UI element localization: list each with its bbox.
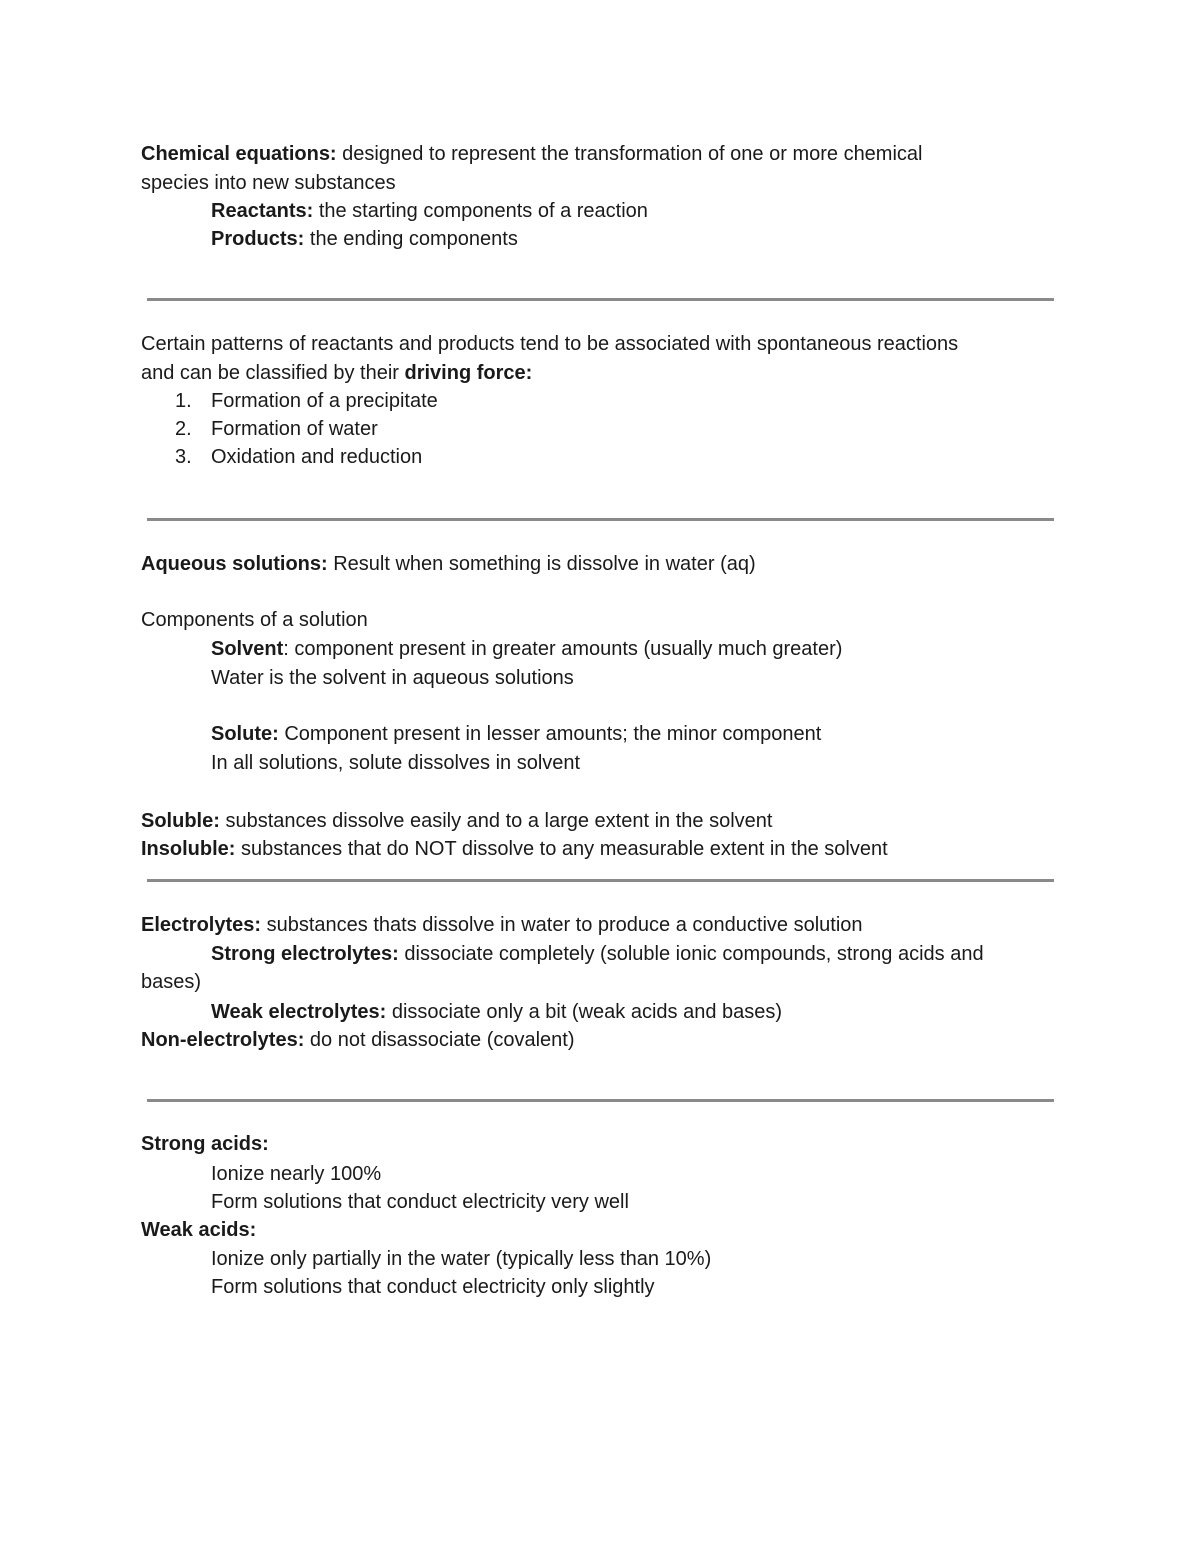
weak-acids-point-2: Form solutions that conduct electricity only slightly (211, 1276, 655, 1298)
term-weak-acids: Weak acids: (141, 1219, 257, 1241)
reactants-line (211, 197, 648, 225)
soluble-line (141, 807, 772, 835)
patterns-line-1: Certain patterns of reactants and products tend to be associated with spontaneous reactions (141, 333, 959, 355)
term-chemical-equations: Chemical equations: (141, 143, 337, 165)
term-soluble: Soluble: (141, 810, 220, 832)
term-strong-electrolytes: Strong electrolytes: (211, 943, 399, 965)
solute-note: In all solutions, solute dissolves in solvent (211, 752, 581, 774)
definition-solvent: : component present in greater amounts (usually much greater) (283, 638, 843, 660)
definition-electrolytes: substances thats dissolve in water to produce a conductive solution (261, 914, 863, 936)
horizontal-divider (147, 298, 1054, 301)
solute-line (211, 720, 821, 748)
definition-insoluble: substances that do NOT dissolve to any measurable extent in the solvent (235, 838, 888, 860)
patterns-line-2 (141, 359, 532, 387)
term-solvent: Solvent (211, 638, 284, 660)
solvent-line (211, 635, 842, 663)
term-solute: Solute: (211, 723, 279, 745)
list-number: 3. (175, 446, 192, 468)
definition-strong-electrolytes: dissociate completely (soluble ionic compounds, strong acids and (398, 943, 984, 965)
strong-acids-heading (141, 1130, 269, 1158)
solvent-note: Water is the solvent in aqueous solutions (211, 667, 574, 689)
non-electrolytes-line (141, 1026, 575, 1054)
list-item (175, 415, 378, 443)
definition-products: the ending components (304, 228, 518, 250)
weak-acids-point-1: Ionize only partially in the water (typically less than 10%) (211, 1248, 712, 1270)
definition-aqueous-solutions: Result when something is dissolve in water (aq) (327, 553, 756, 575)
insoluble-line (141, 835, 888, 863)
list-item (175, 387, 438, 415)
term-non-electrolytes: Non-electrolytes: (141, 1029, 305, 1051)
term-aqueous-solutions: Aqueous solutions: (141, 553, 328, 575)
electrolytes-line (141, 911, 863, 939)
list-label: Oxidation and reduction (211, 446, 423, 468)
definition-reactants: the starting components of a reaction (313, 200, 648, 222)
list-label: Formation of a precipitate (211, 390, 438, 412)
chemical-equations-line-2: species into new substances (141, 172, 396, 194)
definition-weak-electrolytes: dissociate only a bit (weak acids and bases) (386, 1001, 783, 1023)
list-number: 2. (175, 418, 192, 440)
definition-soluble: substances dissolve easily and to a large extent in the solvent (219, 810, 773, 832)
strong-electrolytes-line (211, 940, 984, 968)
term-electrolytes: Electrolytes: (141, 914, 262, 936)
list-number: 1. (175, 390, 192, 412)
strong-acids-point-1: Ionize nearly 100% (211, 1163, 382, 1185)
term-weak-electrolytes: Weak electrolytes: (211, 1001, 387, 1023)
list-item (175, 443, 422, 471)
patterns-text: and can be classified by their (141, 362, 405, 384)
products-line (211, 225, 518, 253)
definition-non-electrolytes: do not disassociate (covalent) (304, 1029, 575, 1051)
term-products: Products: (211, 228, 305, 250)
strong-acids-point-2: Form solutions that conduct electricity very well (211, 1191, 629, 1213)
horizontal-divider (147, 1099, 1054, 1102)
term-driving-force: driving force: (404, 362, 533, 384)
horizontal-divider (147, 518, 1054, 521)
term-reactants: Reactants: (211, 200, 314, 222)
weak-acids-heading (141, 1216, 256, 1244)
term-insoluble: Insoluble: (141, 838, 236, 860)
chemical-equations-line (141, 140, 922, 168)
list-label: Formation of water (211, 418, 378, 440)
components-line: Components of a solution (141, 609, 368, 631)
aqueous-solutions-line (141, 550, 756, 578)
weak-electrolytes-line (211, 998, 782, 1026)
definition-chemical-equations: designed to represent the transformation of one or more chemical (336, 143, 923, 165)
strong-electrolytes-line-cont: bases) (141, 971, 202, 993)
term-strong-acids: Strong acids: (141, 1133, 269, 1155)
horizontal-divider (147, 879, 1054, 882)
definition-solute: Component present in lesser amounts; the minor component (278, 723, 822, 745)
